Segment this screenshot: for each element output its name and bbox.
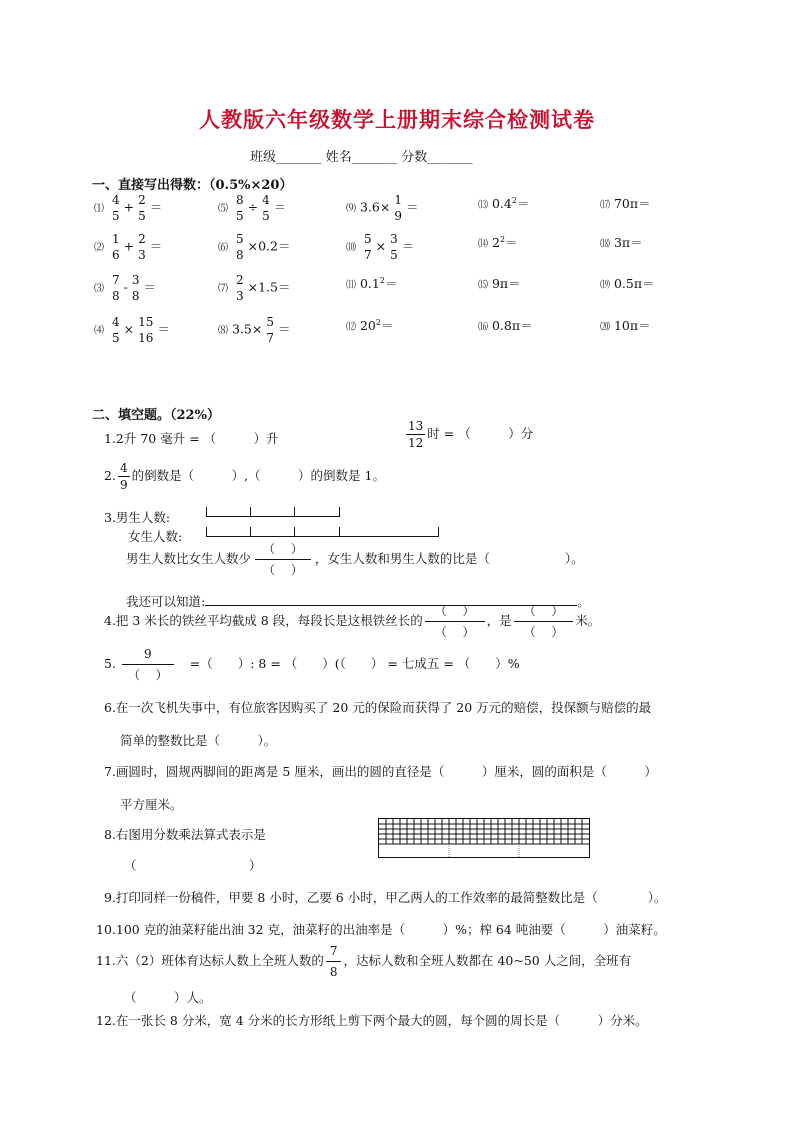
calc-item: [94, 316, 170, 344]
item-number: ⑻: [218, 325, 228, 337]
question-8b: （ ）: [124, 858, 262, 873]
numerator: （ ）: [514, 605, 574, 622]
calc-item: [600, 316, 651, 334]
question-11c: （ ）人。: [124, 990, 212, 1005]
term: 10π: [613, 318, 639, 333]
numerator: 1: [111, 232, 120, 246]
question-4: [104, 605, 600, 638]
term: 0.4: [491, 196, 512, 211]
numerator: 15: [138, 315, 154, 329]
exam-title: 人教版六年级数学上册期末综合检测试卷: [199, 108, 595, 132]
denominator: （ ）: [523, 625, 564, 639]
equals: ＝: [149, 199, 163, 215]
calc-item: [346, 274, 397, 292]
term: 0.5π: [613, 276, 643, 291]
fraction-blank[interactable]: [118, 648, 178, 681]
item-number: ⒀: [478, 200, 488, 211]
equals: ×1.5＝: [247, 279, 291, 295]
exponent: 2: [511, 195, 517, 205]
denominator: （ ）: [127, 668, 168, 682]
denominator: 12: [408, 436, 424, 450]
term: 20: [359, 318, 376, 333]
operator: -: [123, 279, 128, 295]
operator: ×: [123, 321, 135, 337]
denominator: 9: [394, 209, 402, 223]
question-3-girls-label: 女生人数:: [128, 529, 183, 544]
item-number: ⒂: [478, 280, 488, 291]
question-1b: [404, 420, 533, 449]
question-3-boys-label: 3.男生人数:: [104, 510, 171, 525]
fraction: [392, 194, 404, 222]
exponent: 2: [499, 234, 506, 244]
fraction: [110, 233, 122, 261]
numerator: 4: [262, 193, 270, 207]
numerator: （ ）: [425, 605, 485, 622]
denominator: 6: [111, 248, 120, 262]
calc-item: [218, 316, 291, 344]
equals: ＝: [520, 318, 533, 333]
fraction: [234, 233, 246, 261]
operator: ÷: [247, 199, 259, 215]
numerator: 3: [390, 232, 398, 246]
denominator: 8: [235, 248, 244, 262]
section-1-heading: 一、直接写出得数：（0.5%×20）: [92, 178, 293, 193]
item-number: ⑽: [346, 242, 356, 254]
fraction: [406, 420, 425, 449]
denominator: 5: [111, 209, 120, 223]
equals: ＝: [143, 279, 157, 295]
denominator: 8: [111, 289, 120, 303]
term: 3π: [613, 235, 631, 250]
calc-item: [478, 194, 529, 212]
equals: ＝: [630, 235, 643, 250]
equals: ×0.2＝: [247, 238, 291, 254]
question-2: [104, 462, 385, 491]
calc-item: [94, 274, 156, 302]
calc-item: [346, 194, 419, 222]
item-number: ⒃: [478, 322, 488, 333]
numerator: 8: [235, 193, 244, 207]
q3-text-c: 我还可以知道:: [126, 594, 206, 609]
item-number: ⒆: [600, 280, 610, 291]
fraction: [264, 316, 276, 344]
numerator: 9: [122, 648, 174, 665]
fraction-blank[interactable]: [514, 605, 574, 638]
equals: ＝: [642, 276, 655, 291]
question-1a: 1.2升 70 毫升 = （ ）升: [104, 431, 279, 446]
equals: ＝: [149, 238, 163, 254]
item-number: ⑺: [218, 283, 228, 295]
numerator: 13: [408, 419, 424, 433]
fraction: [362, 233, 374, 261]
denominator: 5: [138, 209, 146, 223]
calc-item: [478, 233, 518, 251]
numerator: 4: [111, 315, 120, 329]
denominator: 9: [119, 478, 128, 492]
calc-item: [94, 194, 162, 222]
numerator: 7: [111, 273, 120, 287]
question-6a: 6.在一次飞机失事中，有位旅客因购买了 20 元的保险而获得了 20 万元的赔偿，投保额与赔偿的最: [104, 700, 652, 715]
question-7a: 7.画圆时，圆规两脚间的距离是 5 厘米，画出的圆的直径是（ ）厘米，圆的面积是（ ）: [104, 764, 657, 779]
fraction: [110, 316, 122, 344]
item-prefix: 3.5×: [231, 321, 263, 337]
denominator: 5: [235, 209, 244, 223]
question-7b: 平方厘米。: [120, 797, 183, 812]
section-2-heading: 二、填空题。（22%）: [92, 408, 220, 423]
q11-text-b: ，达标人数和全班人数都在 40~50 人之间，全班有: [343, 953, 632, 968]
fraction: [136, 194, 148, 222]
q2-text: 的倒数是（ ）,（ ）的倒数是 1。: [131, 468, 385, 483]
term: 70π: [613, 196, 639, 211]
equals: ＝: [273, 199, 287, 215]
fraction: [388, 233, 400, 261]
numerator: 5: [363, 232, 372, 246]
calc-item: [346, 316, 394, 334]
student-info-line: 班级_______ 姓名_______ 分数_______: [250, 150, 473, 165]
question-1b-text: 时 = （ ）分: [427, 426, 534, 441]
item-number: ⒁: [478, 239, 488, 250]
equals: ＝: [405, 199, 419, 215]
term: 0.1: [359, 276, 380, 291]
denominator: （ ）: [434, 625, 475, 639]
numerator: 5: [266, 315, 274, 329]
term: 0.8π: [491, 318, 521, 333]
calc-item: [600, 233, 643, 251]
q11-text-a: 11.六（2）班体育达标人数上全班人数的: [96, 953, 324, 968]
question-9: 9.打印同样一份稿件，甲要 8 小时，乙要 6 小时，甲乙两人的工作效率的最简整数比是（ ）。: [104, 890, 667, 905]
denominator: 3: [235, 289, 244, 303]
operator: ×: [375, 238, 387, 254]
fraction: [260, 194, 272, 222]
calc-item: [478, 274, 521, 292]
exponent: 2: [375, 317, 381, 327]
numerator: 5: [235, 232, 244, 246]
grid-lines: [379, 819, 589, 857]
question-5: [104, 648, 520, 681]
fraction-blank[interactable]: [425, 605, 485, 638]
item-number: ⑷: [94, 325, 104, 337]
calc-item: [346, 233, 414, 261]
calc-item: [600, 194, 651, 212]
q5-number: 5.: [104, 656, 116, 671]
fraction: [326, 945, 342, 978]
calc-item: [218, 194, 286, 222]
period: 。: [577, 594, 590, 609]
denominator: 7: [266, 331, 274, 345]
denominator: 5: [390, 248, 398, 262]
operator: +: [123, 199, 135, 215]
item-number: ⑵: [94, 242, 104, 254]
item-number: ⑾: [346, 280, 356, 291]
question-12: 12.在一张长 8 分米，宽 4 分米的长方形纸上剪下两个最大的圆，每个圆的周长是（ ）分米。: [96, 1013, 648, 1028]
item-number: ⑶: [94, 283, 104, 295]
item-prefix: 3.6×: [359, 199, 391, 215]
q4-text-a: 4.把 3 米长的铁丝平均截成 8 段，每段长是这根铁丝长的: [104, 613, 423, 628]
calc-item: [600, 274, 655, 292]
item-number: ⑼: [346, 203, 356, 215]
term: 9π: [491, 276, 509, 291]
equals: ＝: [401, 238, 415, 254]
fraction: [130, 274, 142, 302]
numerator: 3: [131, 273, 140, 287]
equals: ＝: [277, 321, 291, 337]
exponent: 2: [379, 275, 385, 285]
operator: +: [123, 238, 135, 254]
term: 2: [491, 235, 500, 250]
item-number: ⒅: [600, 239, 610, 250]
equals: ＝: [638, 318, 651, 333]
fraction: [136, 233, 148, 261]
item-number: ⒇: [600, 322, 610, 333]
q4-text-c: 米。: [575, 613, 601, 628]
fraction: [118, 462, 130, 491]
equals: ＝: [508, 276, 521, 291]
fraction: [234, 274, 246, 302]
item-number: ⑹: [218, 242, 228, 254]
fraction-blank[interactable]: [255, 543, 311, 576]
denominator: 3: [138, 248, 146, 262]
numerator: 2: [138, 232, 146, 246]
equals: ＝: [384, 276, 398, 291]
item-number: ⑸: [218, 203, 228, 215]
question-6b: 简单的整数比是（ ）。: [120, 733, 277, 748]
numerator: （ ）: [255, 543, 311, 560]
denominator: 8: [329, 965, 338, 979]
equals: ＝: [516, 196, 530, 211]
fraction: [136, 316, 155, 344]
fraction: [110, 274, 122, 302]
numerator: 1: [394, 193, 402, 207]
item-number: ⑴: [94, 203, 104, 215]
denominator: 5: [111, 331, 120, 345]
q3-text-a: 男生人数比女生人数少: [126, 551, 252, 566]
equals: ＝: [505, 235, 518, 250]
q2-number: 2.: [104, 468, 116, 483]
question-11: [96, 945, 631, 978]
numerator: 4: [119, 461, 128, 475]
fraction-grid-figure: [378, 818, 590, 858]
item-number: ⒄: [600, 200, 610, 211]
question-8a: 8.右图用分数乘法算式表示是: [104, 827, 266, 842]
q5-text: =（ ）: 8 = （ ）(（ ） = 七成五 = （ ）%: [189, 656, 520, 671]
question-10: 10.100 克的油菜籽能出油 32 克，油菜籽的出油率是（ ）%；榨 64 吨油要（ ）油菜籽。: [96, 922, 666, 937]
calc-item: [218, 233, 290, 261]
denominator: 7: [363, 248, 372, 262]
question-3-line1: [126, 543, 584, 576]
denominator: 5: [262, 209, 270, 223]
numerator: 7: [326, 945, 342, 962]
equals: ＝: [638, 196, 651, 211]
q4-text-b: ，是: [486, 613, 512, 628]
denominator: 8: [131, 289, 140, 303]
numerator: 2: [138, 193, 146, 207]
fraction: [234, 194, 246, 222]
equals: ＝: [157, 321, 170, 337]
denominator: 16: [138, 331, 154, 345]
denominator: （ ）: [263, 563, 303, 577]
calc-item: [478, 316, 533, 334]
numerator: 4: [111, 193, 120, 207]
numerator: 2: [235, 273, 244, 287]
fraction: [110, 194, 122, 222]
calc-item: [218, 274, 290, 302]
equals: ＝: [380, 318, 394, 333]
item-number: ⑿: [346, 322, 356, 333]
q3-text-b: ，女生人数和男生人数的比是（ ）。: [314, 551, 584, 566]
calc-item: [94, 233, 162, 261]
